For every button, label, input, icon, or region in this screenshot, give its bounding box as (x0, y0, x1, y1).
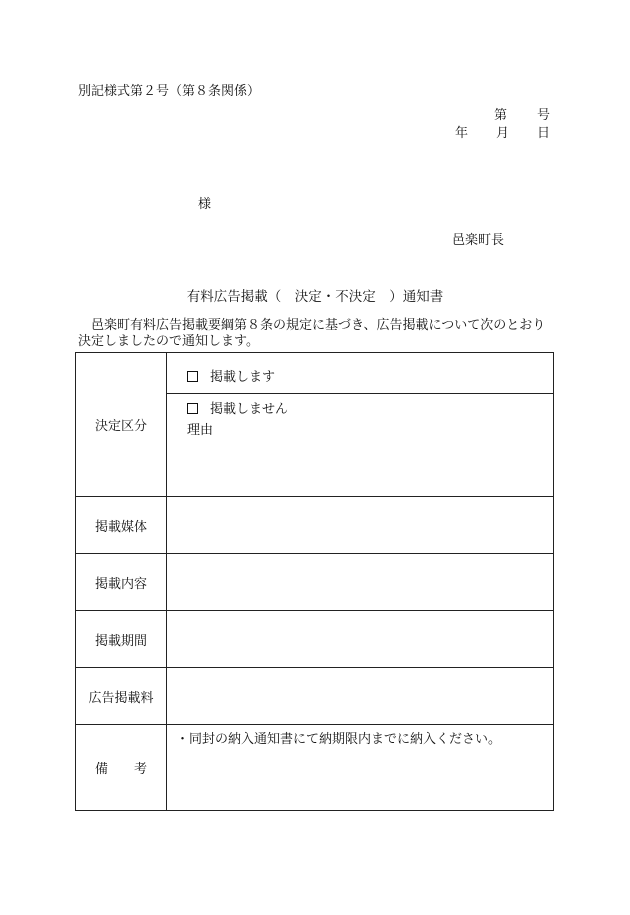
fee-label: 広告掲載料 (76, 668, 167, 725)
date-line (455, 122, 550, 141)
option-not-publish-label: 掲載しません (210, 402, 289, 417)
checkbox-publish-icon[interactable] (187, 371, 198, 382)
decision-label: 決定区分 (76, 353, 167, 497)
option-not-publish-cell (167, 394, 554, 497)
remarks-label: 備 考 (76, 725, 167, 811)
content-label: 掲載内容 (76, 554, 167, 611)
notification-table (75, 352, 554, 811)
date-day: 日 (536, 126, 550, 141)
doc-number-suffix: 号 (536, 108, 550, 123)
remarks-cell (167, 725, 554, 811)
date-month: 月 (495, 126, 509, 141)
date-year: 年 (454, 126, 468, 141)
media-field[interactable] (167, 497, 554, 554)
content-field[interactable] (167, 554, 554, 611)
media-label: 掲載媒体 (76, 497, 167, 554)
period-field[interactable] (167, 611, 554, 668)
doc-number-prefix: 第 (493, 108, 507, 123)
period-label: 掲載期間 (76, 611, 167, 668)
option-publish[interactable] (167, 353, 553, 385)
document-number (494, 104, 550, 123)
document-title: 有料広告掲載（ 決定・不決定 ）通知書 (186, 289, 444, 305)
option-publish-cell (167, 353, 554, 394)
option-not-publish[interactable] (167, 394, 553, 417)
intro-paragraph: 邑楽町有料広告掲載要綱第８条の規定に基づき、広告掲載について次のとおり決定しましたので通知します。 (78, 318, 546, 349)
issuer-name: 邑楽町長 (452, 233, 505, 248)
form-reference: 別記様式第２号（第８条関係） (78, 84, 261, 99)
remarks-note: ・同封の納入通知書にて納期限内までに納入ください。 (176, 732, 502, 747)
reason-label: 理由 (187, 423, 214, 438)
recipient-suffix: 様 (198, 197, 212, 212)
fee-field[interactable] (167, 668, 554, 725)
option-publish-label: 掲載します (210, 370, 276, 385)
checkbox-not-publish-icon[interactable] (187, 403, 198, 414)
